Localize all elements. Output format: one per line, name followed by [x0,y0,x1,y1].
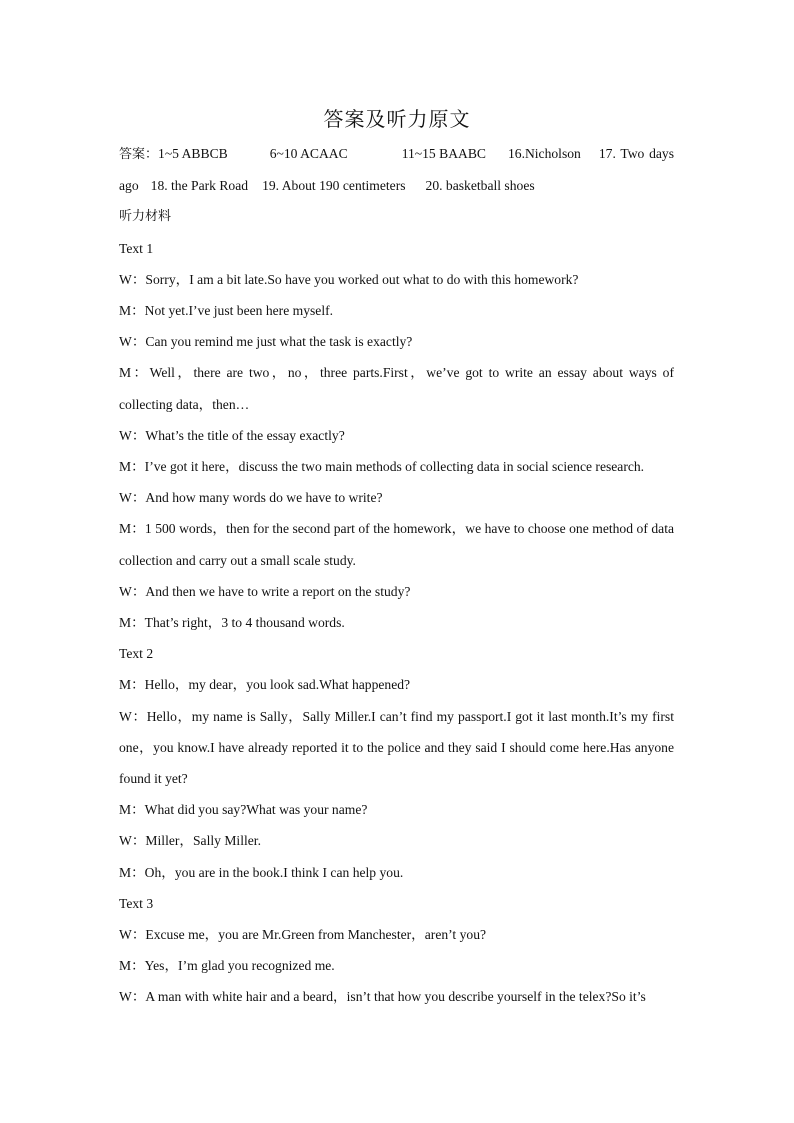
text-2-line: W：Miller，Sally Miller. [119,833,261,849]
text-2-heading: Text 2 [119,646,154,662]
text-2-line: M：What did you say?What was your name? [119,802,368,818]
text-1-line: W：Can you remind me just what the task is exactly? [119,334,413,350]
text-1-line: W：And how many words do we have to write? [119,490,383,506]
text-1-line: M：That’s right，3 to 4 thousand words. [119,615,345,631]
text-1-line: M：Well，there are two，no，three parts.First，we’ve got to write an essay about ways of collecting data，then… [119,365,674,412]
answer-16: 16.Nicholson [507,146,581,161]
text-1-heading: Text 1 [119,240,154,256]
text-3-heading: Text 3 [119,895,154,911]
answer-6-10: 6~10 ACAAC [269,146,348,161]
text-2-line: M：Hello，my dear，you look sad.What happened? [119,677,411,693]
answer-1-5: 1~5 ABBCB [158,146,228,161]
page-title: 答案及听力原文 [323,107,471,131]
text-1-line: W：What’s the title of the essay exactly? [119,427,345,443]
answer-17: 17. Two days ago [119,146,674,194]
section-label: 听力材料 [119,209,172,225]
document-body [119,138,674,1013]
text-3-line: M：Yes，I’m glad you recognized me. [119,958,335,974]
answer-18: 18. the Park Road [150,178,249,194]
text-2-line: M：Oh，you are in the book.I think I can help you. [119,864,404,880]
text-3-line: W：Excuse me，you are Mr.Green from Manchester，aren’t you? [119,927,487,943]
text-1-line: M：Not yet.I’ve just been here myself. [119,302,334,318]
text-1-line: W：Sorry，I am a bit late.So have you worked out what to do with this homework? [119,271,579,287]
text-1-line: M：1 500 words，then for the second part of the homework，we have to choose one method of data collection and carry out a small scale study. [119,521,674,568]
answer-11-15: 11~15 BAABC [401,146,486,161]
answer-prefix: 答案： [119,147,159,162]
answer-19: 19. About 190 centimeters [262,178,406,194]
text-1-line: M：I’ve got it here，discuss the two main methods of collecting data in social science research. [119,459,645,474]
text-3-line: W：A man with white hair and a beard，isn’t that how you describe yourself in the telex?So it’s [119,989,646,1005]
answer-20: 20. basketball shoes [425,178,535,194]
text-2-line: W：Hello，my name is Sally，Sally Miller.I can’t find my passport.I got it last month.It’s my first one，you know.I have already reported it to the police and they said I should come here.Has anyone found it yet? [119,708,674,787]
answer-key [119,138,674,201]
text-1-line: W：And then we have to write a report on the study? [119,583,411,599]
